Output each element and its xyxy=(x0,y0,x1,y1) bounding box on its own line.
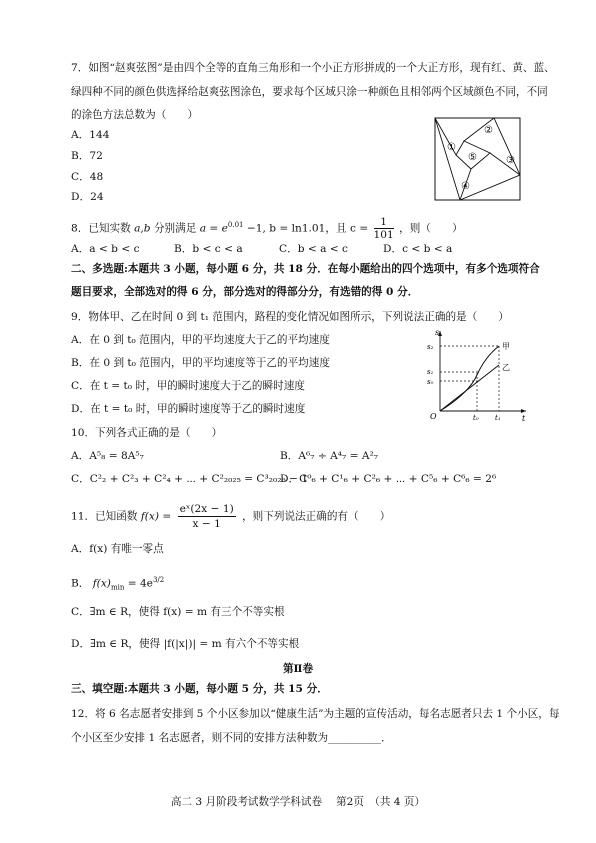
q11-stem xyxy=(71,502,390,531)
q8-frac-den: 101 xyxy=(373,229,394,241)
q11-frac-num: eˣ(2x − 1) xyxy=(179,503,234,515)
q8-vars: a,b xyxy=(134,222,151,235)
q11-option-b-label: B． xyxy=(71,577,90,590)
q11-stem-pre: 11．已知函数 xyxy=(71,510,138,523)
q7-stem-line3: 的涂色方法总数为（ ） xyxy=(71,109,199,121)
q10-option-c: C．C²₂ + C²₃ + C²₄ + ⋯ + C²₂₀₂₅ = C³₂₀₂₆ − 1 xyxy=(71,473,309,485)
section2-heading-line1: 二、多选题:本题共 3 小题，每小题 6 分，共 18 分．在每小题给出的四个选项中，有多个选项符合 xyxy=(71,263,540,275)
origin-label: O xyxy=(430,412,437,421)
q9-stem: 9．物体甲、乙在时间 0 到 t₁ 范围内，路程的变化情况如图所示，下列说法正确的是（ ） xyxy=(71,311,510,323)
section2-heading-line2: 题目要求，全部选对的得 6 分，部分选对的得部分分，有选错的得 0 分． xyxy=(71,286,419,298)
q8-mid: 分别满足 xyxy=(153,222,197,235)
part2-title: 第Ⅱ卷 xyxy=(282,663,314,675)
q10-option-d: D．C⁰₆ + C¹₆ + C²₆ + ⋯ + C⁵₆ + C⁶₆ = 2⁶ xyxy=(280,473,497,485)
q10-stem: 10．下列各式正确的是（ ） xyxy=(71,427,223,439)
x-axis-label: t xyxy=(522,414,526,423)
q11-frac-den: x − 1 xyxy=(192,518,221,530)
section3-heading: 三、填空题:本题共 3 小题，每小题 5 分，共 15 分． xyxy=(71,683,328,695)
figure-label-3: ③ xyxy=(506,155,515,166)
q8-frac-num: 1 xyxy=(374,216,394,229)
q11-optb-lhs: f(x) xyxy=(92,577,111,590)
q11-option-d: D．∃m ∈ R，使得 |f(|x|)| = m 有六个不等实根 xyxy=(71,638,300,650)
q11-stem-post: ，则下列说法正确的有（ ） xyxy=(242,510,391,523)
zhao-shuang-figure xyxy=(434,117,522,202)
q7-stem-line2: 绿四种不同的颜色供选择给赵爽弦图涂色，要求每个区域只涂一种颜色且相邻两个区域颜色不同，不同 xyxy=(71,86,548,98)
figure-label-1: ① xyxy=(447,142,456,153)
figure-label-4: ④ xyxy=(461,181,470,192)
q11-option-a: A．f(x) 有唯一零点 xyxy=(71,543,164,555)
q8-option-a: A．a < b < c xyxy=(71,243,140,255)
q7-option-c: C．48 xyxy=(71,171,104,183)
q10-option-a: A．A⁵₈ = 8A⁵₇ xyxy=(71,450,144,462)
q11-func: f(x) = xyxy=(140,510,172,523)
curve-jia-label: 甲 xyxy=(502,342,510,351)
q8-a-expr: a = e xyxy=(199,222,228,235)
y-tick-s0: s₀ xyxy=(427,378,434,386)
q11-option-c: C．∃m ∈ R，使得 f(x) = m 有三个不等实根 xyxy=(71,606,285,618)
q7-option-d: D．24 xyxy=(71,191,104,203)
figure-label-2: ② xyxy=(484,125,493,136)
q8-a-tail: −1, b = ln1.01，且 c = xyxy=(246,222,369,235)
q8-a-exp: 0.01 xyxy=(227,220,244,229)
y-tick-s2: s₂ xyxy=(427,343,434,351)
q12-line2: 个小区至少安排 1 名志愿者，则不同的安排方法种数为__________． xyxy=(71,732,392,744)
q11-optb-rhs: = 4e xyxy=(127,577,153,590)
q8-fraction xyxy=(374,216,394,241)
q9-option-d: D．在 t = t₀ 时，甲的瞬时速度等于乙的瞬时速度 xyxy=(71,403,306,415)
figure-label-5: ⑤ xyxy=(468,152,477,163)
q11-fraction xyxy=(178,502,236,531)
y-axis-label: s xyxy=(435,328,440,337)
q7-option-b: B．72 xyxy=(71,150,103,162)
q12-line1: 12．将 6 名志愿者安排到 5 个小区参加以“健康生活”为主题的宣传活动，每名志愿者只去 1 个小区，每 xyxy=(71,708,560,720)
q11-optb-exp: 3/2 xyxy=(152,576,165,584)
page-footer: 高二 3 月阶段考试数学学科试卷 第2页 （共 4 页） xyxy=(170,796,426,808)
q9-option-c: C．在 t = t₀ 时，甲的瞬时速度大于乙的瞬时速度 xyxy=(71,380,305,392)
q9-option-a: A．在 0 到 t₀ 范围内，甲的平均速度大于乙的平均速度 xyxy=(71,334,330,346)
q9-option-b: B．在 0 到 t₀ 范围内，甲的平均速度等于乙的平均速度 xyxy=(71,357,330,369)
distance-time-graph xyxy=(424,327,530,423)
y-tick-s1: s₁ xyxy=(427,368,434,376)
x-tick-t1: t₁ xyxy=(495,414,501,422)
q8-stem xyxy=(71,216,463,241)
curve-yi-label: 乙 xyxy=(502,363,510,372)
q11-option-b xyxy=(71,572,164,596)
q8-end: ，则（ ） xyxy=(399,222,463,235)
curve-jia xyxy=(440,346,499,411)
q7-stem-line1: 7．如图“赵爽弦图”是由四个全等的直角三角形和一个小正方形拼成的一个大正方形，现有红、黄、蓝、 xyxy=(71,62,555,74)
q8-stem-pre: 8．已知实数 xyxy=(71,222,131,235)
q8-option-b: B．b < c < a xyxy=(174,243,243,255)
q10-option-b: B．A⁶₇ ÷ A⁴₇ = A²₇ xyxy=(280,450,379,462)
q8-option-c: C．b < a < c xyxy=(279,243,348,255)
q7-option-a: A．144 xyxy=(71,129,110,141)
x-tick-t0: t₀ xyxy=(473,414,479,422)
q11-optb-sub: min xyxy=(110,583,125,592)
q8-option-d: D．c < b < a xyxy=(383,243,453,255)
